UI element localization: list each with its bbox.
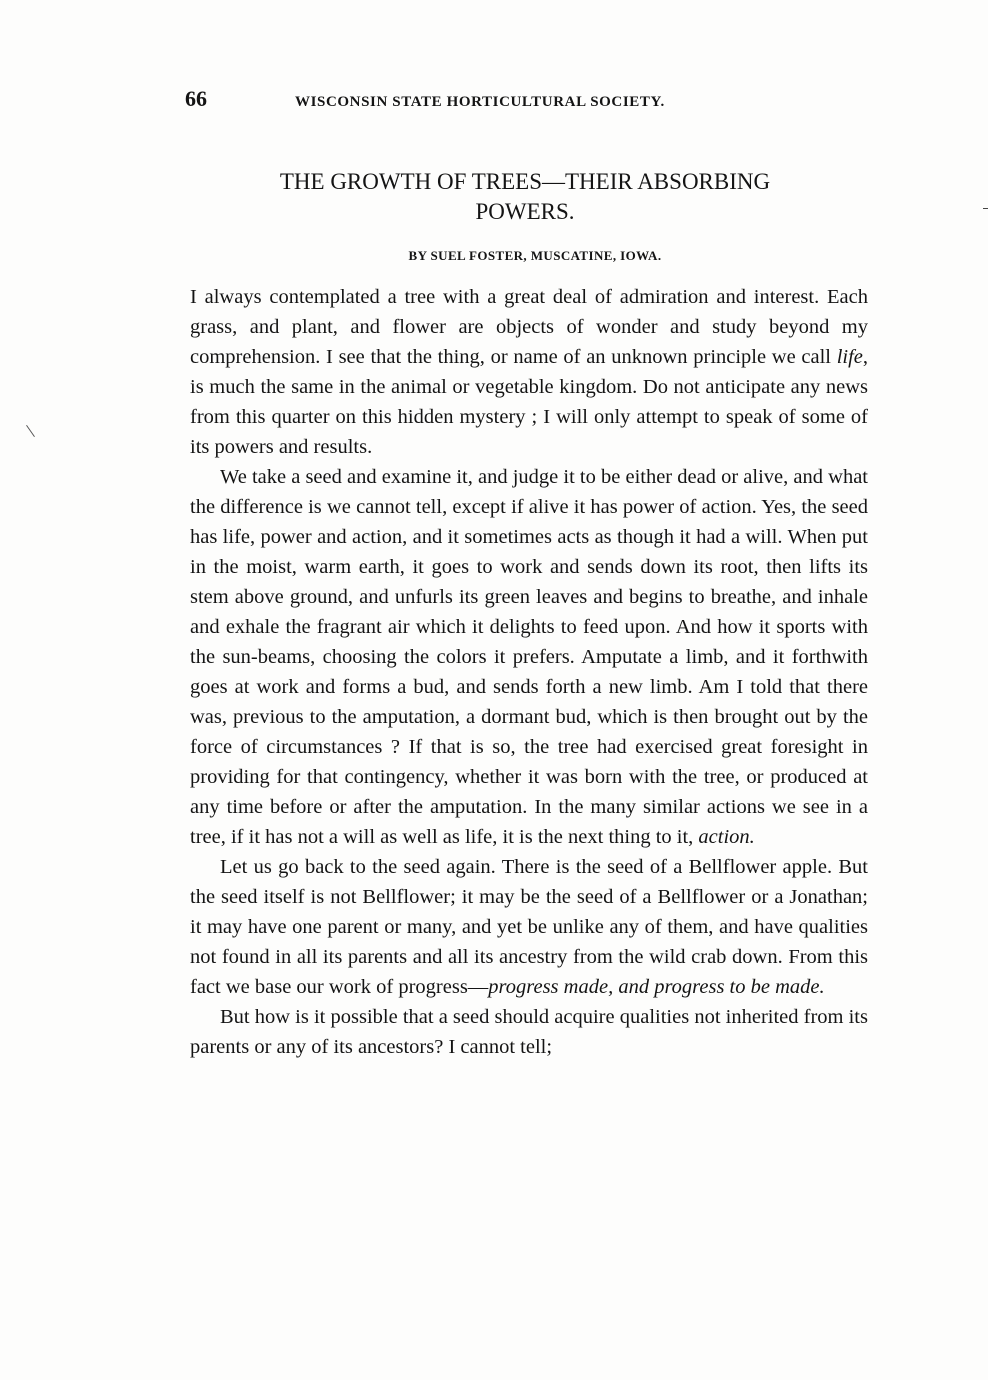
paragraph-4 xyxy=(190,1002,868,1062)
paragraph-1 xyxy=(190,282,868,462)
margin-mark-right xyxy=(983,208,988,209)
paragraph-2 xyxy=(190,462,868,852)
paragraph-3 xyxy=(190,852,868,1002)
margin-mark xyxy=(26,425,35,437)
article-title-line-2: POWERS. xyxy=(475,199,575,224)
article-byline: BY SUEL FOSTER, MUSCATINE, IOWA. xyxy=(408,248,662,263)
page-header xyxy=(185,86,785,116)
paragraph-1-text-a: I always contemplated a tree with a great deal of admiration and interest. Each grass, and plant, and flower are objects of wonder and study beyond my comprehension. I see that the thing, or name of an unknown principle we call xyxy=(190,286,868,368)
paragraph-1-italic: life xyxy=(836,346,863,368)
paragraph-3-italic: progress made, and progress to be made. xyxy=(488,976,825,998)
paragraph-3-text: Let us go back to the seed again. There is the seed of a Bellflower apple. But the seed itself is not Bellflower; it may be the seed of a Bellflower or a Jonathan; it may have one parent or many, and yet be unlike any of them, and have qualities not found in all its parents and all its ancestry from the wild crab down. From this fact we base our work of progress— xyxy=(190,856,868,998)
paragraph-2-italic: action. xyxy=(698,826,755,848)
paragraph-4-text: But how is it possible that a seed should acquire qualities not inherited from its parents or any of its ancestors? I cannot tell; xyxy=(190,1006,868,1058)
article-title-line-1: THE GROWTH OF TREES—THEIR ABSORBING xyxy=(279,169,771,194)
paragraph-2-text: We take a seed and examine it, and judge it to be either dead or alive, and what the difference is we cannot tell, except if alive it has power of action. Yes, the seed has life, power and action, and it sometimes acts as though it had a will. When put in the moist, warm earth, it goes to work and sends down its root, then lifts its stem above ground, and unfurls its green leaves and begins to breathe, and inhale and exhale the fragrant air which it delights to feed upon. And how it sports with the sun-beams, choosing the colors it prefers. Amputate a limb, and it forthwith goes at work and forms a bud, and sends forth a new limb. Am I told that there was, previous to the amputation, a dormant bud, which is then brought out by the force of circumstances ? If that is so, the tree had exercised great foresight in providing for that contingency, whether it was born with the tree, or produced at any time before or after the amputation. In the many similar actions we see in a tree, if it has not a will as well as life, it is the next thing to it, xyxy=(190,466,868,848)
article-title xyxy=(205,167,845,227)
running-head: WISCONSIN STATE HORTICULTURAL SOCIETY. xyxy=(295,94,665,110)
page-number: 66 xyxy=(185,86,207,111)
article-body xyxy=(190,282,868,1062)
paragraph-1-text-b: , is much the same in the animal or vegetable kingdom. Do not anticipate any news from this quarter on this hidden mystery ; I will only attempt to speak of some of its powers and results. xyxy=(190,346,868,458)
